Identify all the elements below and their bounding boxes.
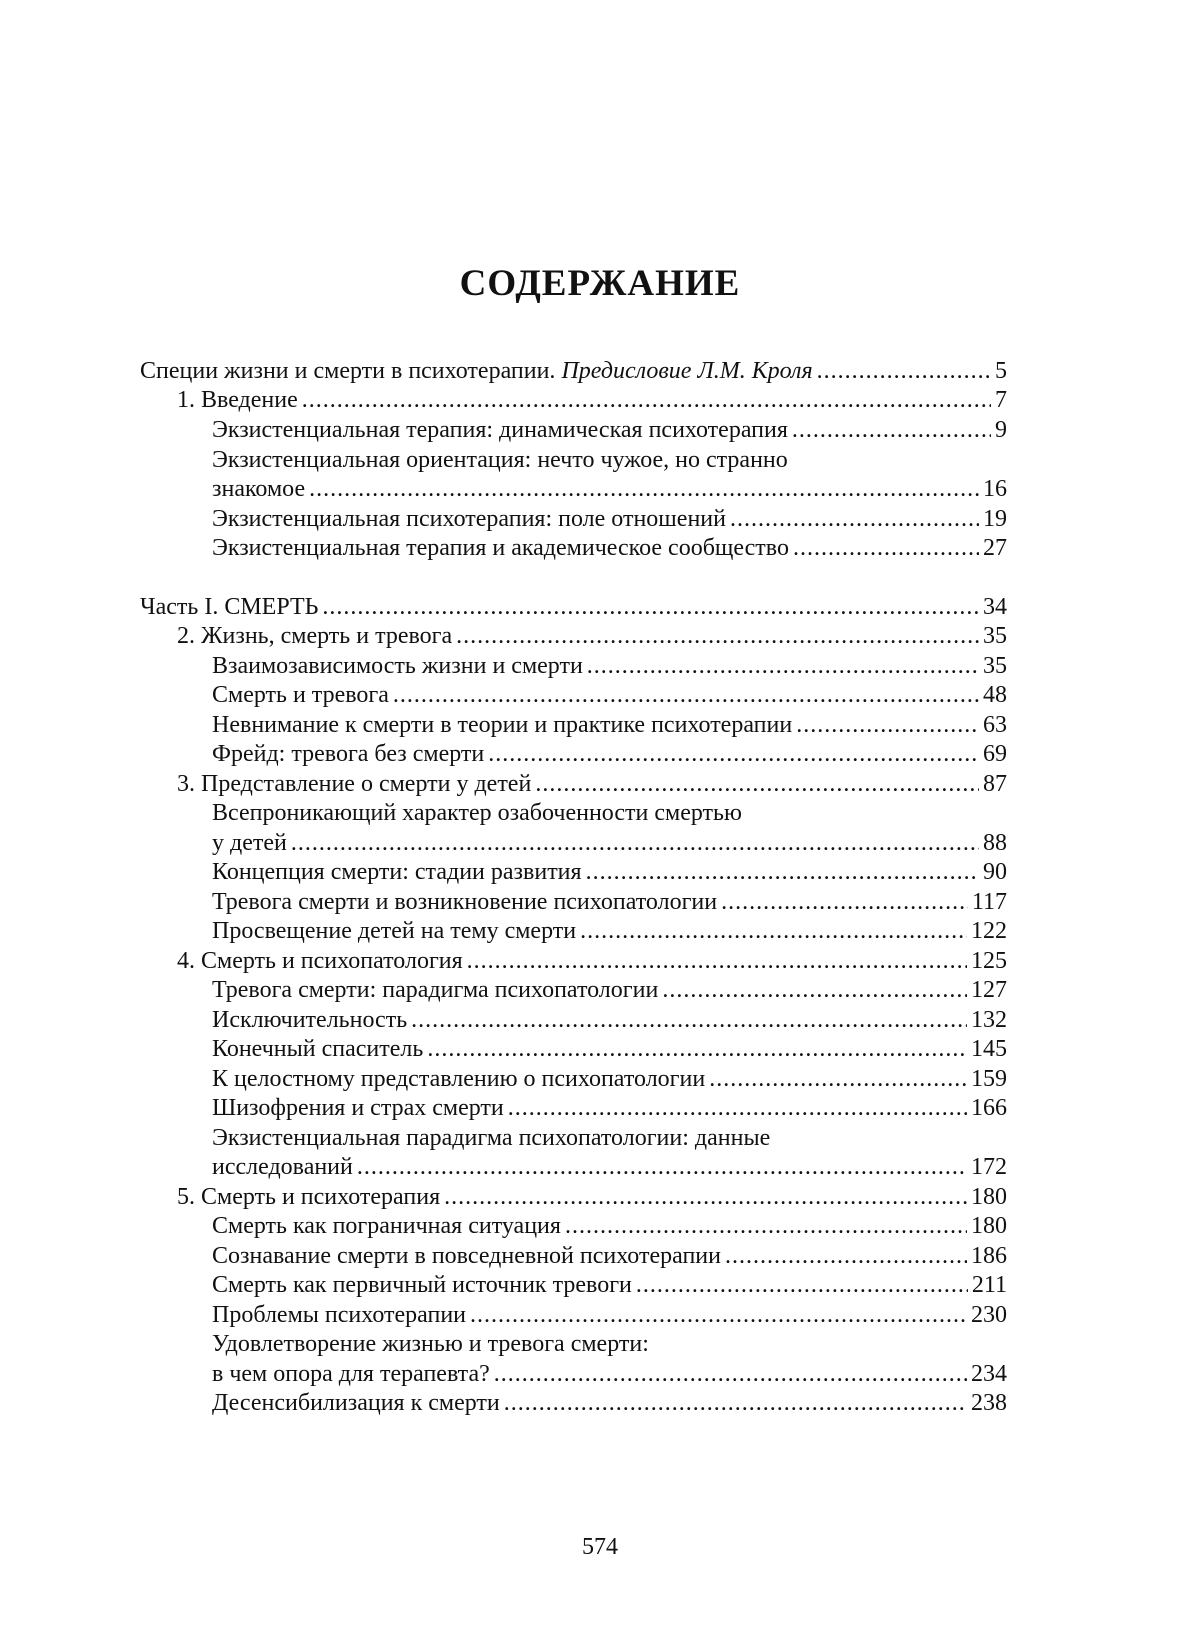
toc-entry-title: Смерть как пограничная ситуация <box>212 1211 561 1241</box>
dot-leader <box>587 651 979 681</box>
toc-page-number: 88 <box>983 828 1007 858</box>
dot-leader <box>817 356 991 386</box>
toc-chapter-4 <box>177 946 1007 976</box>
dot-leader <box>565 1211 967 1241</box>
toc-section <box>212 1270 1007 1300</box>
dot-leader <box>456 621 979 651</box>
toc-section-line1: Экзистенциальная ориентация: нечто чужое, но странно <box>212 445 788 475</box>
toc-entry-title: Десенсибилизация к смерти <box>212 1388 500 1418</box>
toc-entry-title: 1. Введение <box>177 385 298 415</box>
toc-page-number: 117 <box>972 887 1007 917</box>
toc-page-number: 87 <box>983 769 1007 799</box>
dot-leader <box>721 887 968 917</box>
toc-entry-title: Смерть и тревога <box>212 680 389 710</box>
page-number: 574 <box>0 1534 1200 1561</box>
toc-page-number: 238 <box>971 1388 1007 1418</box>
toc-entry-title: Фрейд: тревога без смерти <box>212 739 484 769</box>
toc-page-number: 9 <box>995 415 1007 445</box>
toc-section <box>212 828 1007 858</box>
toc-entry-title: 4. Смерть и психопатология <box>177 946 463 976</box>
toc-page-number: 35 <box>983 621 1007 651</box>
toc-page-number: 127 <box>971 975 1007 1005</box>
toc-chapter-5 <box>177 1182 1007 1212</box>
toc-page-number: 19 <box>983 504 1007 534</box>
toc-page-number: 48 <box>983 680 1007 710</box>
toc-entry-title: Часть I. СМЕРТЬ <box>140 592 318 622</box>
toc-chapter-2 <box>177 621 1007 651</box>
toc-entry-title: К целостному представлению о психопатологии <box>212 1064 705 1094</box>
toc-section <box>212 710 1007 740</box>
dot-leader <box>291 828 979 858</box>
toc-section <box>212 1005 1007 1035</box>
toc-section <box>212 1359 1007 1389</box>
toc-section <box>212 1300 1007 1330</box>
toc-page-number: 63 <box>983 710 1007 740</box>
toc-section <box>212 474 1007 504</box>
toc-entry-title: исследований <box>212 1152 353 1182</box>
toc-entry-title: Тревога смерти: парадигма психопатологии <box>212 975 658 1005</box>
toc-entry-title: Сознавание смерти в повседневной психотерапии <box>212 1241 721 1271</box>
dot-leader <box>580 916 967 946</box>
toc-entry-title: Специи жизни и смерти в психотерапии. <box>140 358 555 384</box>
toc-section <box>212 1241 1007 1271</box>
toc-page-number: 186 <box>971 1241 1007 1271</box>
toc-section <box>212 504 1007 534</box>
toc-page-number: 172 <box>971 1152 1007 1182</box>
toc-page-number: 125 <box>971 946 1007 976</box>
dot-leader <box>357 1152 967 1182</box>
toc-entry-title: 3. Представление о смерти у детей <box>177 769 531 799</box>
dot-leader <box>586 857 979 887</box>
toc-entry-italic: Предисловие Л.М. Кроля <box>561 358 812 384</box>
dot-leader <box>494 1359 967 1389</box>
toc-page-number: 159 <box>971 1064 1007 1094</box>
toc-page-number: 5 <box>995 356 1007 386</box>
dot-leader <box>725 1241 967 1271</box>
dot-leader <box>535 769 979 799</box>
toc-page-number: 27 <box>983 533 1007 563</box>
toc-entry-title: Экзистенциальная психотерапия: поле отношений <box>212 504 726 534</box>
toc-section <box>212 680 1007 710</box>
dot-leader <box>504 1388 967 1418</box>
toc-section-line1: Всепроникающий характер озабоченности смертью <box>212 798 742 828</box>
dot-leader <box>662 975 967 1005</box>
toc-entry-title: Смерть как первичный источник тревоги <box>212 1270 632 1300</box>
toc-entry-title: Взаимозависимость жизни и смерти <box>212 651 583 681</box>
toc-part-1 <box>140 592 1007 622</box>
dot-leader <box>793 533 979 563</box>
page-title: СОДЕРЖАНИЕ <box>0 262 1200 305</box>
toc-chapter-1 <box>177 385 1007 415</box>
toc-section <box>212 857 1007 887</box>
toc-section-line1: Удовлетворение жизнью и тревога смерти: <box>212 1329 649 1359</box>
toc-section-line1: Экзистенциальная парадигма психопатологии: данные <box>212 1123 770 1153</box>
toc-entry-title: 2. Жизнь, смерть и тревога <box>177 621 452 651</box>
dot-leader <box>792 415 991 445</box>
toc-entry-title: Экзистенциальная терапия и академическое сообщество <box>212 533 789 563</box>
toc-section <box>212 916 1007 946</box>
toc-page-number: 69 <box>983 739 1007 769</box>
toc-page-number: 230 <box>971 1300 1007 1330</box>
toc-section <box>212 887 1007 917</box>
toc-section <box>212 1152 1007 1182</box>
toc-page-number: 180 <box>971 1211 1007 1241</box>
toc-page-number: 34 <box>983 592 1007 622</box>
toc-entry-title: Концепция смерти: стадии развития <box>212 857 582 887</box>
toc-section <box>212 533 1007 563</box>
toc-page-number: 145 <box>971 1034 1007 1064</box>
toc-section <box>212 975 1007 1005</box>
dot-leader <box>427 1034 967 1064</box>
toc-entry-title: Шизофрения и страх смерти <box>212 1093 504 1123</box>
toc-section <box>212 739 1007 769</box>
toc-section <box>212 651 1007 681</box>
dot-leader <box>322 592 979 622</box>
toc-section <box>212 1093 1007 1123</box>
toc-section <box>212 1211 1007 1241</box>
dot-leader <box>730 504 979 534</box>
dot-leader <box>467 946 967 976</box>
toc-entry-title: Просвещение детей на тему смерти <box>212 916 576 946</box>
toc-entry-title: 5. Смерть и психотерапия <box>177 1182 440 1212</box>
dot-leader <box>470 1300 967 1330</box>
dot-leader <box>309 474 979 504</box>
toc-page-number: 16 <box>983 474 1007 504</box>
toc-entry-title: Конечный спаситель <box>212 1034 423 1064</box>
toc-page-number: 7 <box>995 385 1007 415</box>
dot-leader <box>444 1182 967 1212</box>
toc-page-number: 122 <box>971 916 1007 946</box>
dot-leader <box>796 710 979 740</box>
toc-entry-title: Экзистенциальная терапия: динамическая психотерапия <box>212 415 788 445</box>
dot-leader <box>636 1270 968 1300</box>
dot-leader <box>508 1093 967 1123</box>
dot-leader <box>393 680 979 710</box>
toc-page-number: 166 <box>971 1093 1007 1123</box>
toc-page-number: 234 <box>971 1359 1007 1389</box>
toc-page-number: 180 <box>971 1182 1007 1212</box>
toc-chapter-3 <box>177 769 1007 799</box>
toc-entry-title: Проблемы психотерапии <box>212 1300 466 1330</box>
toc-section <box>212 1388 1007 1418</box>
toc-section <box>212 1034 1007 1064</box>
dot-leader <box>709 1064 967 1094</box>
toc-section <box>212 415 1007 445</box>
toc-entry-title: знакомое <box>212 474 305 504</box>
toc-entry-title: у детей <box>212 828 287 858</box>
dot-leader <box>488 739 979 769</box>
toc-entry-title: в чем опора для терапевта? <box>212 1359 490 1389</box>
toc-entry-title: Невнимание к смерти в теории и практике психотерапии <box>212 710 792 740</box>
dot-leader <box>302 385 991 415</box>
toc-entry-title: Исключительность <box>212 1005 407 1035</box>
toc-page-number: 132 <box>971 1005 1007 1035</box>
toc-page-number: 90 <box>983 857 1007 887</box>
toc-entry-preface <box>140 356 1007 386</box>
toc-section <box>212 1064 1007 1094</box>
dot-leader <box>411 1005 967 1035</box>
toc-entry-title: Тревога смерти и возникновение психопатологии <box>212 887 717 917</box>
toc-page-number: 35 <box>983 651 1007 681</box>
toc-page-number: 211 <box>972 1270 1007 1300</box>
